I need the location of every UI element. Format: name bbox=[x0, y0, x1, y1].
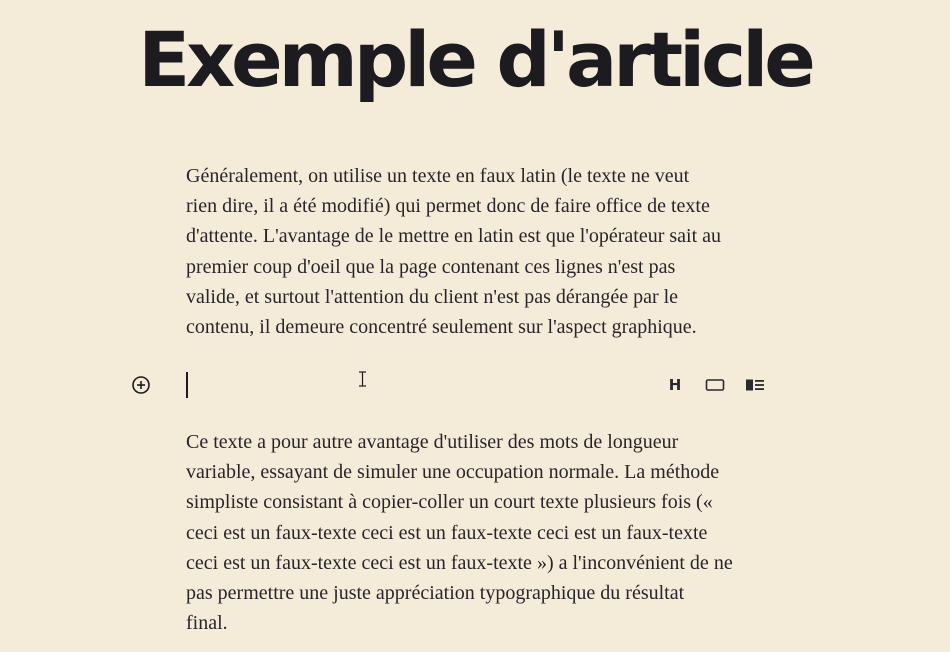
paragraph-line: final. bbox=[186, 612, 228, 635]
paragraph-line: Généralement, on utilise un texte en faux latin (le texte ne veut bbox=[186, 165, 690, 187]
paragraph-line: ceci est un faux-texte ceci est un faux-texte ») a l'inconvénient de ne bbox=[186, 551, 733, 574]
add-media-text-button[interactable] bbox=[744, 374, 766, 396]
paragraph-line: Ce texte a pour autre avantage d'utiliser des mots de longueur bbox=[186, 431, 679, 453]
paragraph-line: d'attente. L'avantage de le mettre en latin est que l'opérateur sait au bbox=[186, 225, 722, 248]
plus-circle-icon bbox=[130, 374, 152, 396]
paragraph-line: contenu, il demeure concentré seulement sur l'aspect graphique. bbox=[186, 316, 697, 339]
paragraph-line: rien dire, il a été modifié) qui permet donc de faire office de texte bbox=[186, 195, 710, 218]
text-cursor-icon bbox=[357, 371, 368, 387]
block-inserter-button[interactable] bbox=[130, 374, 152, 396]
paragraph-line: simpliste consistant à copier-coller un court texte plusieurs fois (« bbox=[186, 491, 713, 514]
paragraph-line: premier coup d'oeil que la page contenant ces lignes n'est pas bbox=[186, 255, 676, 278]
image-block-icon bbox=[705, 378, 725, 392]
empty-block-caret[interactable] bbox=[186, 372, 188, 398]
paragraph-block[interactable] bbox=[186, 427, 770, 638]
heading-icon: H bbox=[668, 376, 682, 394]
paragraph-line: ceci est un faux-texte ceci est un faux-texte ceci est un faux-texte bbox=[186, 521, 708, 544]
media-text-icon bbox=[745, 378, 765, 392]
paragraph-line: variable, essayant de simuler une occupation normale. La méthode bbox=[186, 461, 720, 484]
article-title[interactable]: Exemple d'article bbox=[138, 15, 812, 104]
add-image-button[interactable] bbox=[704, 374, 726, 396]
paragraph-line: valide, et surtout l'attention du client n'est pas dérangée par le bbox=[186, 285, 679, 308]
paragraph-line: pas permettre une juste appréciation typographique du résultat bbox=[186, 582, 685, 605]
add-heading-button[interactable] bbox=[666, 374, 684, 396]
paragraph-block[interactable] bbox=[186, 161, 770, 342]
